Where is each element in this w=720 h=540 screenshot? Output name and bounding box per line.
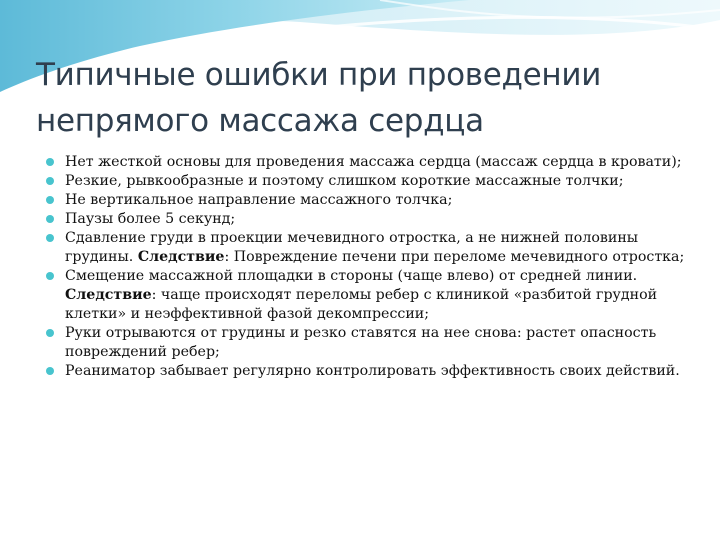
bullet-item — [46, 362, 686, 381]
bullet-dot-icon — [46, 158, 54, 166]
slide-title-line-1: Типичные ошибки при проведении — [36, 57, 602, 93]
bullet-text-part: : Повреждение печени при переломе мечевидного отростка; — [224, 249, 685, 265]
bullet-text: Не вертикальное направление массажного толчка; — [65, 192, 453, 208]
bullet-text-part: Сдавление груди в проекции мечевидного отростка, а не нижней половины грудины. — [65, 230, 639, 265]
bullet-text-part: Смещение массажной площадки в стороны (чаще влево) от средней линии. — [65, 268, 638, 284]
bullet-item — [46, 229, 686, 267]
bullet-text: Руки отрываются от грудины и резко ставятся на нее снова: растет опасность повреждений ребер; — [65, 325, 657, 360]
bullet-item — [46, 191, 686, 210]
bullet-dot-icon — [46, 272, 54, 280]
bullet-item — [46, 172, 686, 191]
bullet-item — [46, 267, 686, 324]
bullet-text: Реаниматор забывает регулярно контролировать эффективность своих действий. — [65, 363, 680, 379]
bullet-consequence-label: Следствие — [65, 287, 152, 303]
bullet-item — [46, 153, 686, 172]
slide-title — [36, 52, 686, 144]
bullet-dot-icon — [46, 329, 54, 337]
bullet-dot-icon — [46, 177, 54, 185]
bullet-text-part: : чаще происходят переломы ребер с клиникой «разбитой грудной клетки» и неэффективной фазой декомпрессии; — [65, 287, 658, 322]
bullet-text: Резкие, рывкообразные и поэтому слишком короткие массажные толчки; — [65, 173, 624, 189]
bullet-dot-icon — [46, 367, 54, 375]
bullet-dot-icon — [46, 234, 54, 242]
bullet-list — [46, 153, 686, 381]
bullet-dot-icon — [46, 215, 54, 223]
bullet-text: Паузы более 5 секунд; — [65, 211, 236, 227]
bullet-item — [46, 210, 686, 229]
bullet-item — [46, 324, 686, 362]
bullet-text: Нет жесткой основы для проведения массажа сердца (массаж сердца в кровати); — [65, 154, 682, 170]
bullet-dot-icon — [46, 196, 54, 204]
bullet-consequence-label: Следствие — [137, 249, 225, 265]
slide-title-line-2: непрямого массажа сердца — [36, 103, 484, 139]
